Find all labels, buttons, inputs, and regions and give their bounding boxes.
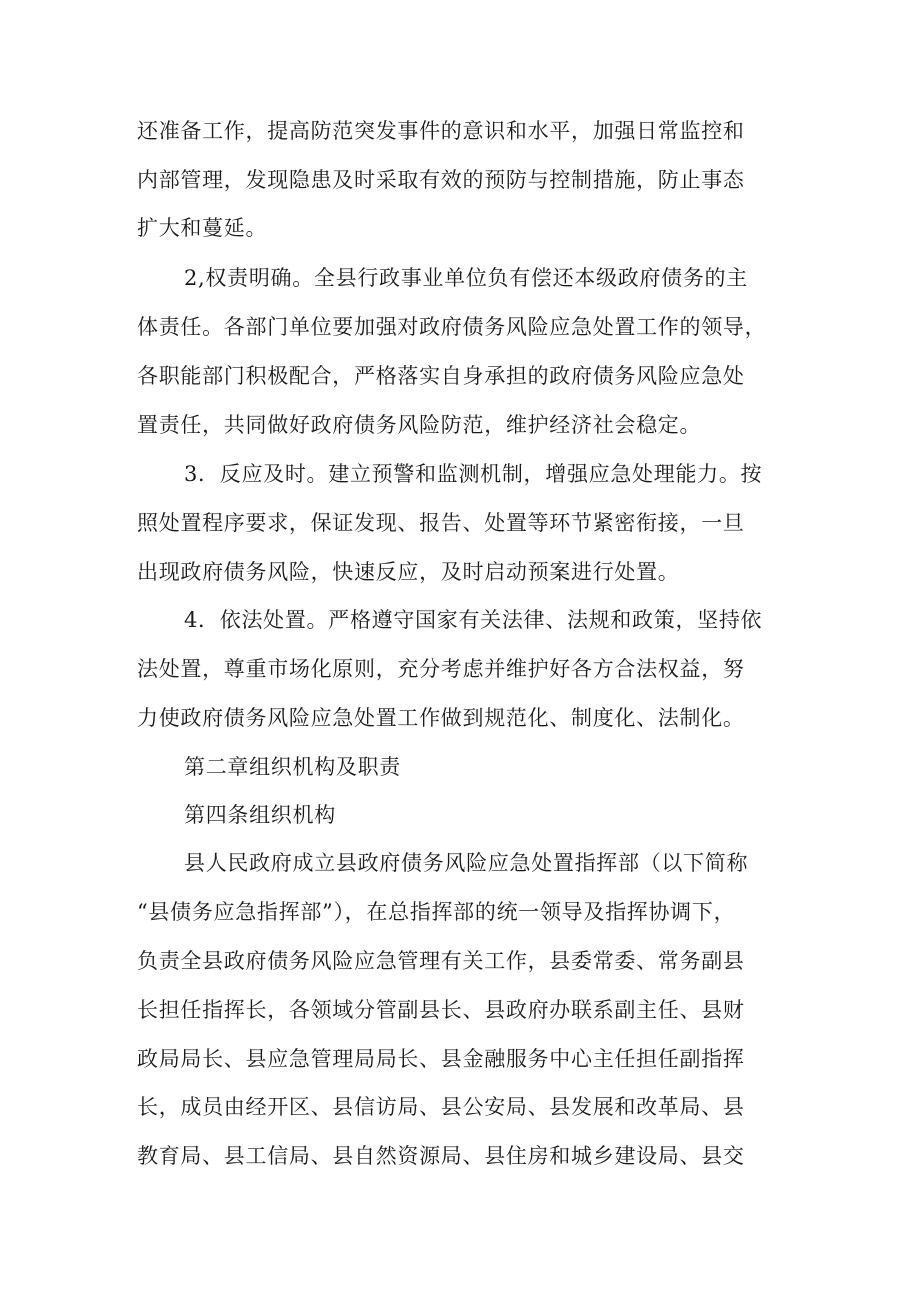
text-line: 扩大和蔓延。 [137, 216, 268, 240]
article-heading: 第四条组织机构 [184, 803, 336, 827]
text-line: 置责任，共同做好政府债务风险防范，维护经济社会稳定。 [137, 413, 702, 437]
text-line: 4．依法处置。严格遵守国家有关法律、法规和政策，坚持依 [184, 608, 763, 632]
text-line: “县债务应急指挥部”），在总指挥部的统一领导及指挥协调下， [137, 900, 736, 924]
text-line: 出现政府债务风险，快速反应，及时启动预案进行处置。 [137, 560, 680, 584]
text-line: 教育局、县工信局、县自然资源局、县住房和城乡建设局、县交 [137, 1144, 745, 1168]
text-line: 内部管理，发现隐患及时采取有效的预防与控制措施，防止事态 [137, 168, 745, 192]
text-line: 各职能部门积极配合，严格落实自身承担的政府债务风险应急处 [137, 364, 745, 388]
text-line: 县人民政府成立县政府债务风险应急处置指挥部（以下简称 [184, 851, 749, 875]
text-line: 力使政府债务风险应急处置工作做到规范化、制度化、法制化。 [137, 706, 745, 730]
text-line: 2,权责明确。全县行政事业单位负有偿还本级政府债务的主 [184, 266, 748, 290]
text-line: 照处置程序要求，保证发现、报告、处置等环节紧密衔接，一旦 [137, 511, 745, 535]
text-line: 长，成员由经开区、县信访局、县公安局、县发展和改革局、县 [137, 1095, 745, 1119]
text-line: 体责任。各部门单位要加强对政府债务风险应急处置工作的领导， [137, 315, 767, 339]
section-heading: 第二章组织机构及职责 [184, 755, 401, 779]
text-line: 负责全县政府债务风险应急管理有关工作，县委常委、常务副县 [137, 949, 745, 973]
text-line: 政局局长、县应急管理局局长、县金融服务中心主任担任副指挥 [137, 1047, 745, 1071]
text-line: 还准备工作，提高防范突发事件的意识和水平，加强日常监控和 [137, 119, 745, 143]
text-line: 法处置，尊重市场化原则，充分考虑并维护好各方合法权益，努 [137, 657, 745, 681]
text-line: 3．反应及时。建立预警和监测机制，增强应急处理能力。按 [184, 462, 763, 486]
text-line: 长担任指挥长，各领域分管副县长、县政府办联系副主任、县财 [137, 998, 745, 1022]
